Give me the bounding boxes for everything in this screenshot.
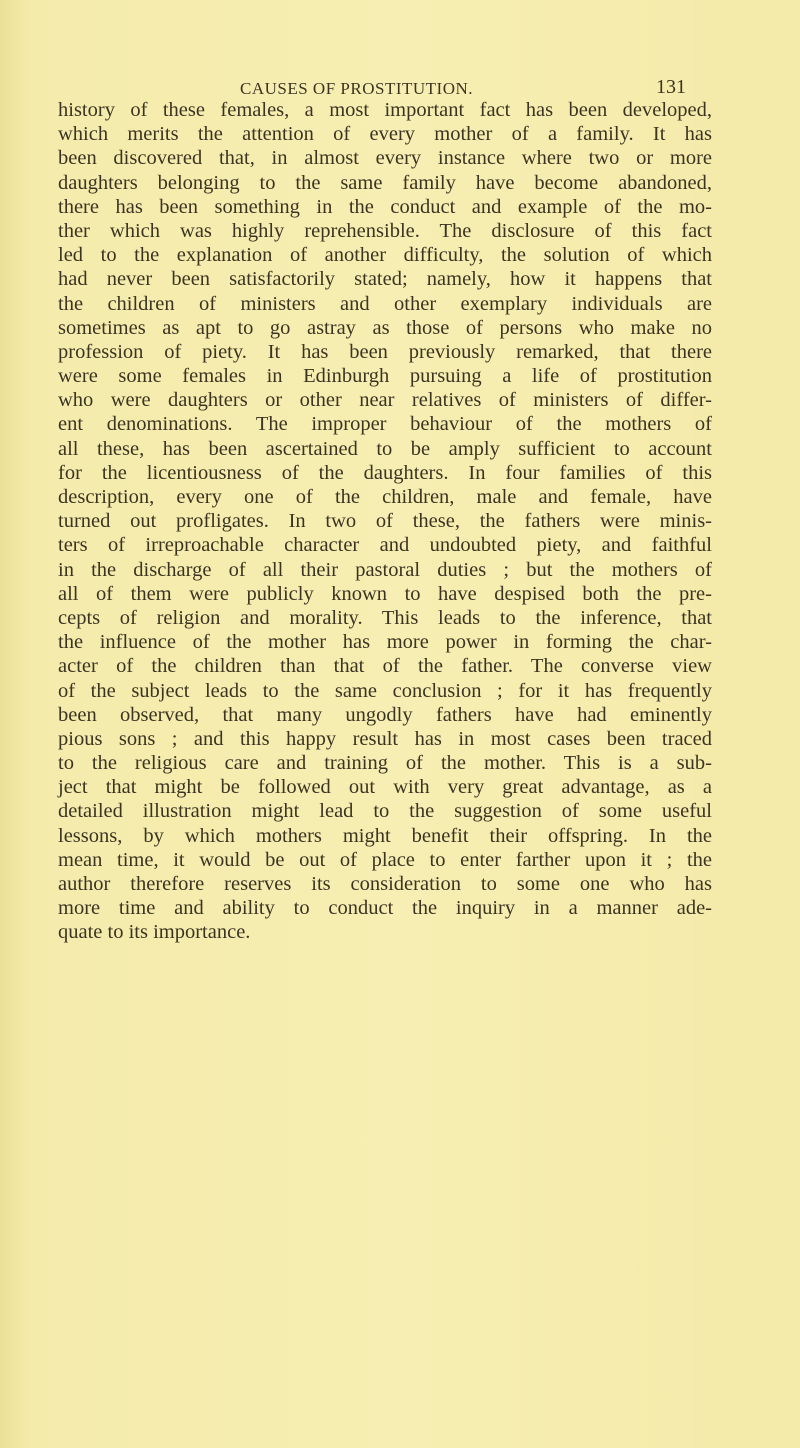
text-line: been observed, that many ungodly fathers have had eminently: [58, 703, 712, 726]
text-line: ther which was highly reprehensible. The disclosure of this fact: [58, 219, 712, 242]
text-line: daughters belonging to the same family have become abandoned,: [58, 171, 712, 194]
body-text: [58, 98, 712, 945]
text-line: cepts of religion and morality. This leads to the inference, that: [58, 606, 712, 629]
text-line: ject that might be followed out with very great advantage, as a: [58, 776, 712, 799]
text-line: quate to its importance.: [58, 921, 251, 944]
text-line: mean time, it would be out of place to enter farther upon it ; the: [58, 848, 712, 871]
text-line: acter of the children than that of the father. The converse view: [58, 655, 712, 678]
text-line: the children of ministers and other exemplary individuals are: [58, 292, 712, 315]
text-line: sometimes as apt to go astray as those of persons who make no: [58, 316, 712, 339]
text-line: there has been something in the conduct and example of the mo-: [58, 195, 712, 218]
text-line: been discovered that, in almost every instance where two or more: [58, 147, 712, 170]
text-line: were some females in Edinburgh pursuing a life of prostitution: [58, 365, 712, 388]
text-line: pious sons ; and this happy result has in most cases been traced: [58, 727, 712, 750]
text-line: ters of irreproachable character and undoubted piety, and faithful: [58, 534, 712, 557]
running-title: CAUSES OF PROSTITUTION.: [240, 79, 473, 98]
text-line: detailed illustration might lead to the suggestion of some useful: [58, 800, 712, 823]
text-line: description, every one of the children, male and female, have: [58, 486, 712, 508]
text-line: history of these females, a most important fact has been developed,: [58, 99, 712, 121]
text-line: to the religious care and training of the mother. This is a sub-: [58, 752, 712, 775]
text-line: which merits the attention of every mother of a family. It has: [58, 123, 712, 146]
text-line: more time and ability to conduct the inquiry in a manner ade-: [58, 897, 712, 920]
text-line: who were daughters or other near relatives of ministers of differ-: [58, 389, 712, 412]
text-line: of the subject leads to the same conclusion ; for it has frequently: [58, 679, 712, 702]
text-line: the influence of the mother has more power in forming the char-: [58, 631, 712, 654]
text-line: in the discharge of all their pastoral duties ; but the mothers of: [58, 558, 712, 581]
text-line: author therefore reserves its consideration to some one who has: [58, 873, 712, 895]
page-number: 131: [656, 76, 686, 98]
text-line: all of them were publicly known to have despised both the pre-: [58, 582, 712, 605]
text-line: profession of piety. It has been previously remarked, that there: [58, 340, 712, 363]
text-line: for the licentiousness of the daughters. In four families of this: [58, 461, 712, 484]
text-line: turned out profligates. In two of these, the fathers were minis-: [58, 510, 712, 533]
text-line: led to the explanation of another difficulty, the solution of which: [58, 244, 712, 267]
text-line: lessons, by which mothers might benefit their offspring. In the: [58, 824, 712, 847]
text-line: all these, has been ascertained to be amply sufficient to account: [58, 437, 712, 460]
text-line: had never been satisfactorily stated; namely, how it happens that: [58, 268, 712, 291]
text-line: ent denominations. The improper behaviour of the mothers of: [58, 413, 712, 436]
